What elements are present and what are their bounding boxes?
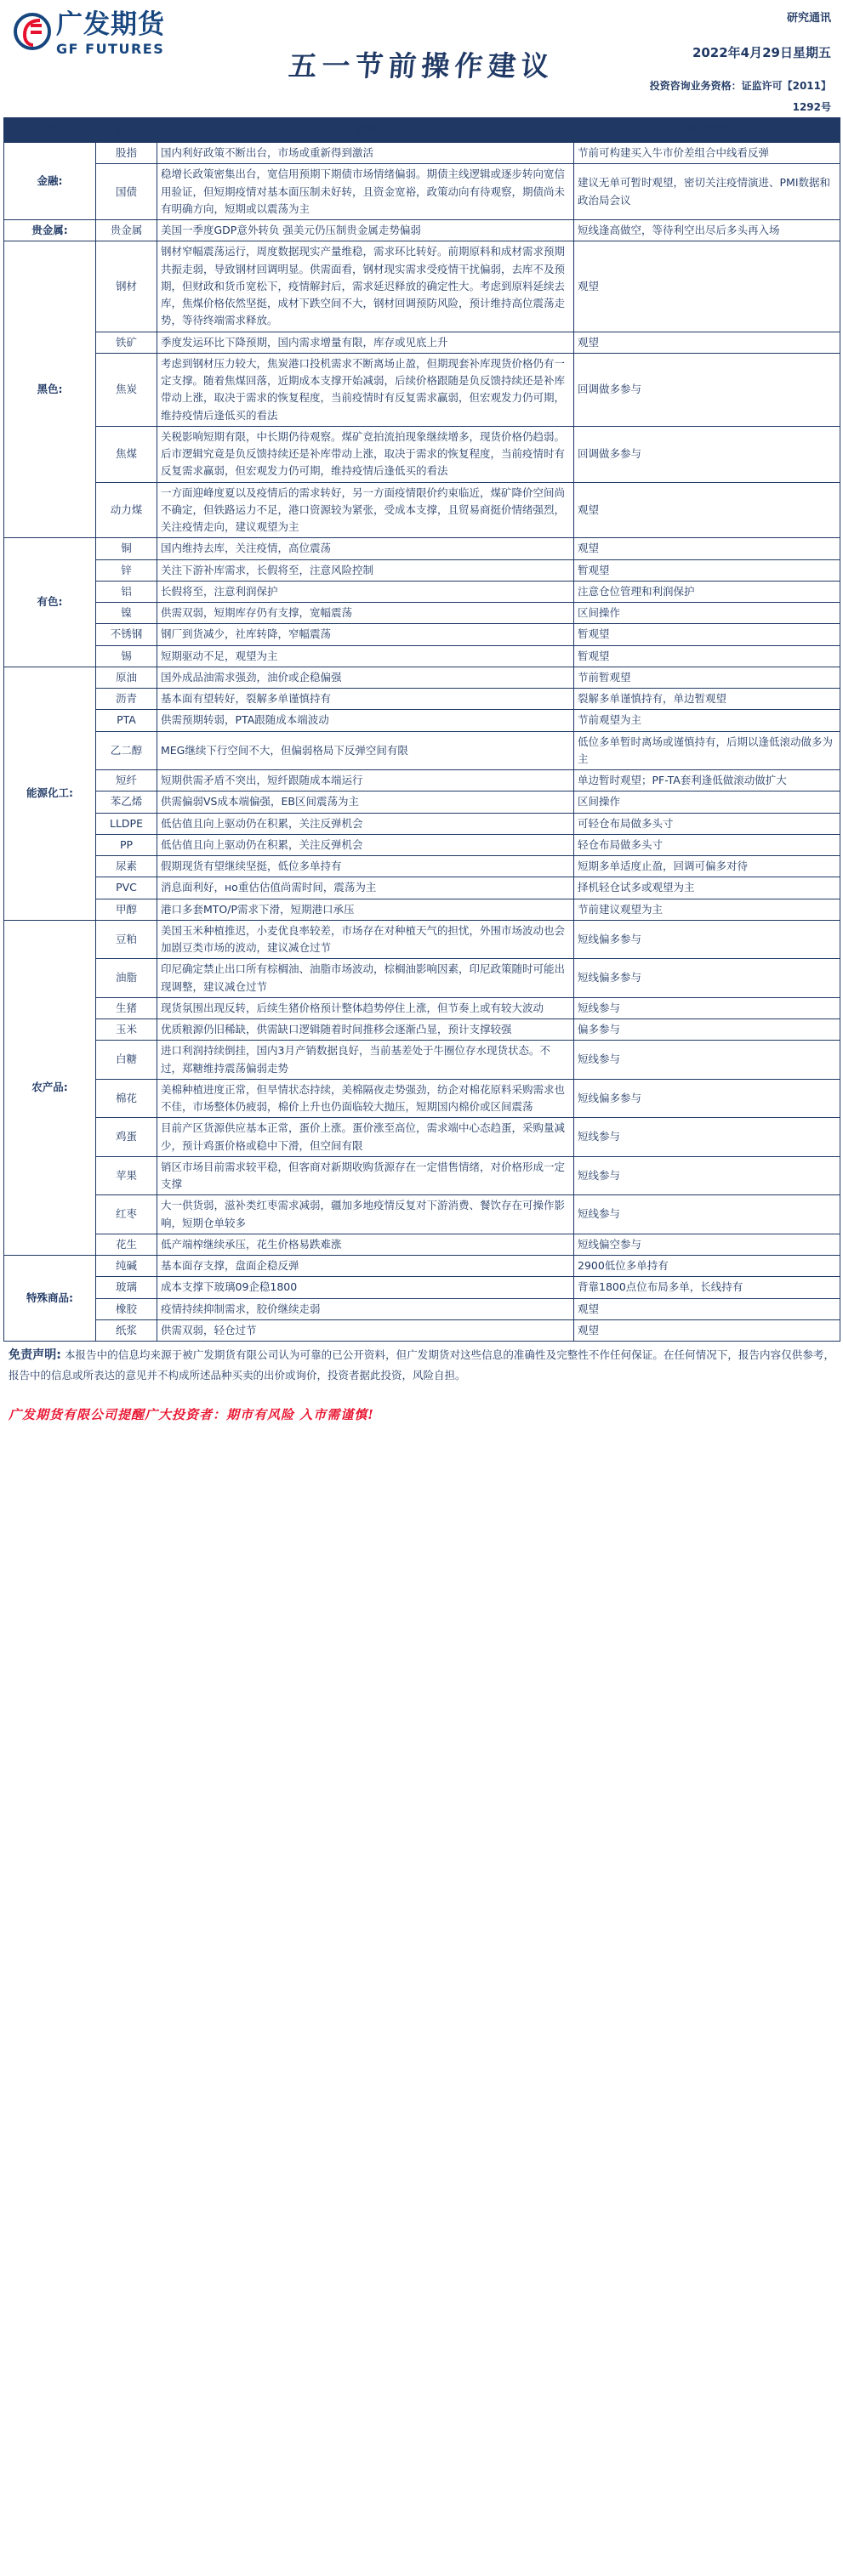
logo-english-name: GF FUTURES [56,41,165,57]
variety-cell: 生猪 [96,997,157,1018]
variety-cell: 焦煤 [96,426,157,482]
header-meta [474,9,831,116]
license-line-2: 1292号 [792,101,831,113]
advice-cell: 短线偏多参与 [574,1079,840,1118]
table-row [4,581,840,602]
comment-cell: 供需预期转弱，PTA跟随成本端波动 [157,710,574,731]
page-title: 五一节前操作建议 [287,49,556,82]
sector-cell: 有色: [4,538,96,667]
advice-cell: 观望 [574,1298,840,1319]
variety-cell: 焦炭 [96,353,157,426]
table-row [4,710,840,731]
comment-cell: 假期现货有望继续坚挺，低位多单持有 [157,856,574,877]
comment-cell: 港口多套MTO/P需求下滑，短期港口承压 [157,899,574,920]
license-line-1: 投资咨询业务资格：证监许可【2011】 [649,80,831,92]
report-footer [9,1345,834,1423]
variety-cell: 铜 [96,538,157,559]
advice-cell: 择机轻仓试多或观望为主 [574,877,840,899]
variety-cell: 钢材 [96,241,157,332]
advice-cell: 低位多单暂时离场或谨慎持有，后期以逢低滚动做多为主 [574,731,840,770]
variety-cell: PVC [96,877,157,899]
advice-cell: 短期多单适度止盈，回调可偏多对待 [574,856,840,877]
logo-chinese-name: 广发期货 [56,9,165,40]
variety-cell: 白糖 [96,1041,157,1080]
advice-cell: 节前建议观望为主 [574,899,840,920]
sector-cell: 农产品: [4,920,96,1255]
table-body [4,143,840,1342]
table-row [4,1256,840,1277]
table-row [4,624,840,645]
column-header-sector: 板块 [4,118,96,143]
advice-cell: 观望 [574,538,840,559]
advice-cell: 2900低位多单持有 [574,1256,840,1277]
variety-cell: 铁矿 [96,332,157,353]
table-row [4,1156,840,1195]
comment-cell: 消息面利好，но重估估值尚需时间，震荡为主 [157,877,574,899]
disclaimer [9,1345,834,1385]
variety-cell: 豆粕 [96,920,157,959]
comment-cell: 关注下游补库需求，长假将至，注意风险控制 [157,559,574,581]
disclaimer-body: 本报告中的信息均来源于被广发期货有限公司认为可靠的已公开资料，但广发期货对这些信息的准确性及完整性不作任何保证。在任何情况下，报告内容仅供参考，报告中的信息或所表达的意见并不构成所述品种买卖的出价或询价，投资者据此投资，风险自担。 [9,1348,834,1382]
table-row [4,792,840,813]
comment-cell: 低产端榨继续承压，花生价格易跌难涨 [157,1234,574,1255]
advice-cell: 暂观望 [574,645,840,667]
variety-cell: 不锈钢 [96,624,157,645]
comment-cell: 一方面迎峰度夏以及疫情后的需求转好，另一方面疫情限价约束临近，煤矿降价空间尚不确定，但铁路运力不足，港口资源较为紧张，受成本支撑，且贸易商挺价情绪强烈，关注疫情走向，建议观望为主 [157,482,574,538]
variety-cell: 纯碱 [96,1256,157,1277]
sector-cell: 贵金属: [4,220,96,241]
variety-cell: 纸浆 [96,1319,157,1341]
variety-cell: 花生 [96,1234,157,1255]
variety-cell: PTA [96,710,157,731]
advice-cell: 背靠1800点位布局多单，长线持有 [574,1277,840,1298]
variety-cell: 短纤 [96,770,157,792]
table-row [4,877,840,899]
variety-cell: 红枣 [96,1195,157,1234]
advice-cell: 偏多参与 [574,1019,840,1041]
variety-cell: 橡胶 [96,1298,157,1319]
report-header [3,0,840,117]
table-row [4,920,840,959]
table-row [4,1019,840,1041]
advice-cell: 节前可构建买入牛市价差组合中线看反弹 [574,143,840,164]
comment-cell: 成本支撑下玻璃09企稳1800 [157,1277,574,1298]
variety-cell: 棉花 [96,1079,157,1118]
variety-cell: PP [96,834,157,855]
column-header-comment: 点评 [157,118,574,143]
variety-cell: 锌 [96,559,157,581]
advice-cell: 区间操作 [574,792,840,813]
comment-cell: 进口利润持续倒挂，国内3月产销数据良好，当前基差处于牛圈位存水现货状态。不过，郑糖维持震荡偏弱走势 [157,1041,574,1080]
table-row [4,143,840,164]
table-row [4,353,840,426]
advice-cell: 回调做多参与 [574,353,840,426]
comment-cell: 美国玉米种植推迟，小麦优良率较差，市场存在对种植天气的担忧，外围市场波动也会加剧豆类市场的波动，建议减仓过节 [157,920,574,959]
table-row [4,603,840,624]
advice-cell: 观望 [574,482,840,538]
variety-cell: 玻璃 [96,1277,157,1298]
table-row [4,1319,840,1341]
advice-cell: 短线参与 [574,1041,840,1080]
recommendations-table [3,117,840,1342]
comment-cell: 大一供货弱，滋补类红枣需求减弱，疆加多地疫情反复对下游消费、餐饮存在可操作影响，短期仓单较多 [157,1195,574,1234]
advice-cell: 观望 [574,1319,840,1341]
comment-cell: 销区市场目前需求较平稳，但客商对新期收购货源存在一定惜售情绪，对价格形成一定支撑 [157,1156,574,1195]
advice-cell: 回调做多参与 [574,426,840,482]
variety-cell: 鸡蛋 [96,1118,157,1157]
disclaimer-label: 免责声明: [9,1348,61,1362]
table-row [4,1277,840,1298]
advice-cell: 节前暂观望 [574,667,840,688]
table-row [4,220,840,241]
variety-cell: 甲醇 [96,899,157,920]
advice-cell: 区间操作 [574,603,840,624]
table-row [4,1118,840,1157]
table-row [4,813,840,834]
variety-cell: 镍 [96,603,157,624]
variety-cell: 油脂 [96,959,157,998]
variety-cell: 锡 [96,645,157,667]
comment-cell: MEG继续下行空间不大，但偏弱格局下反弹空间有限 [157,731,574,770]
comment-cell: 美国一季度GDP意外转负 强美元仍压制贵金属走势偏弱 [157,220,574,241]
comment-cell: 季度发运环比下降预期，国内需求增量有限，库存或见底上升 [157,332,574,353]
comment-cell: 基本面存支撑，盘面企稳反弹 [157,1256,574,1277]
table-row [4,731,840,770]
advice-cell: 暂观望 [574,624,840,645]
table-row [4,332,840,353]
table-header-row [4,118,840,143]
table-row [4,1041,840,1080]
comment-cell: 考虑到钢材压力较大，焦炭港口投机需求不断离场止盈，但期现套补库现货价格仍有一定支撑。随着焦煤回落，近期成本支撑开始减弱，后续价格跟随是负反馈持续还是补库带动上涨，取决于需求的恢复程度，当前疫情时有反复需求赢弱，但宏观发力仍可期，维持疫情后逢低买的看法 [157,353,574,426]
table-row [4,689,840,710]
advice-cell: 短线参与 [574,1156,840,1195]
variety-cell: LLDPE [96,813,157,834]
column-header-advice: 操作建议 [574,118,840,143]
advice-cell: 单边暂时观望；PF-TA套利逢低做滚动做扩大 [574,770,840,792]
advice-cell: 轻仓布局做多头寸 [574,834,840,855]
comment-cell: 短期供需矛盾不突出，短纤跟随成本端运行 [157,770,574,792]
table-row [4,164,840,220]
comment-cell: 优质粮源仍旧稀缺，供需缺口逻辑随着时间推移会逐渐凸显，预计支撑较强 [157,1019,574,1041]
advice-cell: 短线偏多参与 [574,959,840,998]
advice-cell: 短线逢高做空，等待利空出尽后多头再入场 [574,220,840,241]
variety-cell: 股指 [96,143,157,164]
advice-cell: 裂解多单谨慎持有，单边暂观望 [574,689,840,710]
advice-cell: 短线偏空参与 [574,1234,840,1255]
table-row [4,1079,840,1118]
table-row [4,1234,840,1255]
comment-cell: 目前产区货源供应基本正常，蛋价上涨。蛋价涨至高位，需求端中心态趋蛋，采购量减少，预计鸡蛋价格或稳中下滑，但空间有限 [157,1118,574,1157]
comment-cell: 供需偏弱VS成本端偏强，EB区间震荡为主 [157,792,574,813]
comment-cell: 国外成品油需求强劲，油价或企稳偏强 [157,667,574,688]
advice-cell: 节前观望为主 [574,710,840,731]
table-row [4,899,840,920]
advice-cell: 注意仓位管理和利润保护 [574,581,840,602]
risk-warning: 广发期货有限公司提醒广大投资者：期市有风险 入市需谨慎! [9,1407,374,1423]
advice-cell: 观望 [574,241,840,332]
variety-cell: 贵金属 [96,220,157,241]
table-row [4,856,840,877]
table-row [4,959,840,998]
variety-cell: 动力煤 [96,482,157,538]
comment-cell: 低估值且向上驱动仍在积累，关注反弹机会 [157,813,574,834]
table-row [4,1298,840,1319]
comment-cell: 疫情持续抑制需求，胶价继续走弱 [157,1298,574,1319]
advice-cell: 暂观望 [574,559,840,581]
advice-cell: 短线参与 [574,1118,840,1157]
variety-cell: 苯乙烯 [96,792,157,813]
comment-cell: 现货氛围出现反转，后续生猪价格预计整体趋势停住上涨，但节奏上或有较大波动 [157,997,574,1018]
table-row [4,1195,840,1234]
table-row [4,667,840,688]
comment-cell: 印尼确定禁止出口所有棕榈油、油脂市场波动，棕榈油影响因素，印尼政策随时可能出现调整，建议减仓过节 [157,959,574,998]
advice-cell: 短线参与 [574,997,840,1018]
advice-cell: 观望 [574,332,840,353]
table-row [4,645,840,667]
sector-cell: 黑色: [4,241,96,538]
comment-cell: 钢厂到货减少，社库转降，窄幅震荡 [157,624,574,645]
sector-cell: 金融: [4,143,96,220]
variety-cell: 沥青 [96,689,157,710]
table-row [4,997,840,1018]
variety-cell: 原油 [96,667,157,688]
comment-cell: 供需双弱，轻仓过节 [157,1319,574,1341]
comment-cell: 关税影响短期有限，中长期仍待观察。煤矿竞拍流拍现象继续增多，现货价格仍趋弱。后市逻辑究竟是负反馈持续还是补库带动上涨，取决于需求的恢复程度，当前疫情时有反复需求赢弱，但宏观发力仍可期，维持疫情后逢低买的看法 [157,426,574,482]
variety-cell: 乙二醇 [96,731,157,770]
comment-cell: 钢材窄幅震荡运行，周度数据现实产量维稳，需求环比转好。前期原料和成材需求预期共振走弱，导致钢材回调明显。供需面看，钢材现实需求受疫情干扰偏弱，去库不及预期，但财政和货币宽松下，疫情解封后，需求延迟释放的确定性大。考虑到原料延续去库，焦煤价格依然坚挺，成材下跌空间不大，钢材回调预防风险，预计维持高位震荡走势，等待终端需求释放。 [157,241,574,332]
sector-cell: 能源化工: [4,667,96,920]
comment-cell: 长假将至，注意利润保护 [157,581,574,602]
table-row [4,426,840,482]
column-header-variety: 品种 [96,118,157,143]
comment-cell: 供需双弱，短期库存仍有支撑，宽幅震荡 [157,603,574,624]
variety-cell: 国债 [96,164,157,220]
comment-cell: 基本面有望转好，裂解多单谨慎持有 [157,689,574,710]
variety-cell: 苹果 [96,1156,157,1195]
comment-cell: 短期驱动不足，观望为主 [157,645,574,667]
table-row [4,834,840,855]
publication-kind: 研究通讯 [786,12,831,25]
variety-cell: 尿素 [96,856,157,877]
publication-date: 2022年4月29日星期五 [692,45,831,60]
table-row [4,770,840,792]
table-row [4,241,840,332]
variety-cell: 铝 [96,581,157,602]
comment-cell: 美棉种植进度正常，但旱情状态持续，美棉隔夜走势强劲，纺企对棉花原料采购需求也不佳，市场整体仍疲弱，棉价上升也仍面临较大抛压，短期国内棉价或区间震荡 [157,1079,574,1118]
table-row [4,482,840,538]
comment-cell: 稳增长政策密集出台，宽信用预期下期债市场情绪偏弱。期债主线逻辑或逐步转向宽信用验证，但短期疫情对基本面压制未好转，且资金宽裕，政策动向有待观察，期债尚未有明确方向，短期或以震荡为主 [157,164,574,220]
comment-cell: 国内利好政策不断出台，市场或重新得到激活 [157,143,574,164]
comment-cell: 低估值且向上驱动仍在积累，关注反弹机会 [157,834,574,855]
advice-cell: 建议无单可暂时观望，密切关注疫情演进、PMI数据和政治局会议 [574,164,840,220]
advice-cell: 可轻仓布局做多头寸 [574,813,840,834]
variety-cell: 玉米 [96,1019,157,1041]
table-row [4,559,840,581]
table-row [4,538,840,559]
advice-cell: 短线参与 [574,1195,840,1234]
advice-cell: 短线偏多参与 [574,920,840,959]
comment-cell: 国内维持去库，关注疫情，高位震荡 [157,538,574,559]
sector-cell: 特殊商品: [4,1256,96,1342]
